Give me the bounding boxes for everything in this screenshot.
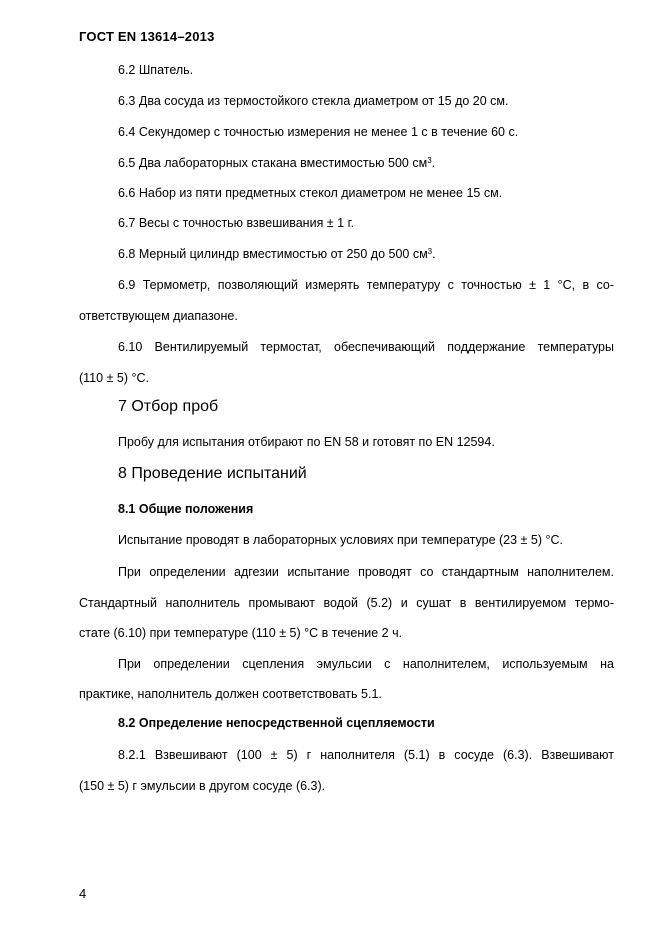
document-header: ГОСТ EN 13614–2013 bbox=[79, 29, 215, 44]
section-8-1-paragraph-2-line1: При определении адгезии испытание проводят со стандартным наполнителем. bbox=[118, 565, 614, 579]
item-6-5: 6.5 Два лабораторных стакана вместимостью 500 $см^3$. bbox=[118, 156, 436, 170]
section-8-1-paragraph-2-line2: Стандартный наполнитель промывают водой (5.2) и сушат в вентилируемом термо- bbox=[79, 596, 614, 610]
item-6-10-line2: (110 ± 5) °С. bbox=[79, 371, 149, 385]
item-6-7: 6.7 Весы с точностью взвешивания ± 1 г. bbox=[118, 216, 355, 230]
item-6-9-line2: ответствующем диапазоне. bbox=[79, 309, 238, 323]
item-6-10-line1: 6.10 Вентилируемый термостат, обеспечивающий поддержание температуры bbox=[118, 340, 614, 354]
item-6-4: 6.4 Секундомер с точностью измерения не менее 1 с в течение 60 с. bbox=[118, 125, 519, 139]
section-8-1-paragraph-1: Испытание проводят в лабораторных условиях при температуре (23 ± 5) °С. bbox=[118, 533, 563, 547]
subsection-8-2-heading: 8.2 Определение непосредственной сцепляемости bbox=[118, 716, 435, 730]
page-number: 4 bbox=[79, 886, 87, 901]
section-7-heading: 7 Отбор проб bbox=[118, 398, 219, 415]
section-8-heading: 8 Проведение испытаний bbox=[118, 465, 307, 482]
section-8-2-1-line1: 8.2.1 Взвешивают (100 ± 5) г наполнителя (5.1) в сосуде (6.3). Взвешивают bbox=[118, 748, 614, 762]
section-7-paragraph: Пробу для испытания отбирают по EN 58 и готовят по EN 12594. bbox=[118, 435, 495, 449]
section-8-2-1-line2: (150 ± 5) г эмульсии в другом сосуде (6.3). bbox=[79, 779, 326, 793]
item-6-3: 6.3 Два сосуда из термостойкого стекла диаметром от 15 до 20 см. bbox=[118, 94, 509, 108]
item-6-6: 6.6 Набор из пяти предметных стекол диаметром не менее 15 см. bbox=[118, 186, 503, 200]
item-6-2: 6.2 Шпатель. bbox=[118, 63, 194, 77]
section-8-1-paragraph-2-line3: стате (6.10) при температуре (110 ± 5) °С в течение 2 ч. bbox=[79, 626, 403, 640]
subsection-8-1-heading: 8.1 Общие положения bbox=[118, 502, 254, 516]
section-8-1-paragraph-3-line2: практике, наполнитель должен соответствовать 5.1. bbox=[79, 687, 382, 701]
item-6-8: 6.8 Мерный цилиндр вместимостью от 250 до 500 $см^3$. bbox=[118, 247, 436, 261]
section-8-1-paragraph-3-line1: При определении сцепления эмульсии с наполнителем, используемым на bbox=[118, 657, 614, 671]
item-6-9-line1: 6.9 Термометр, позволяющий измерять температуру с точностью ± 1 °С, в со- bbox=[118, 278, 614, 292]
